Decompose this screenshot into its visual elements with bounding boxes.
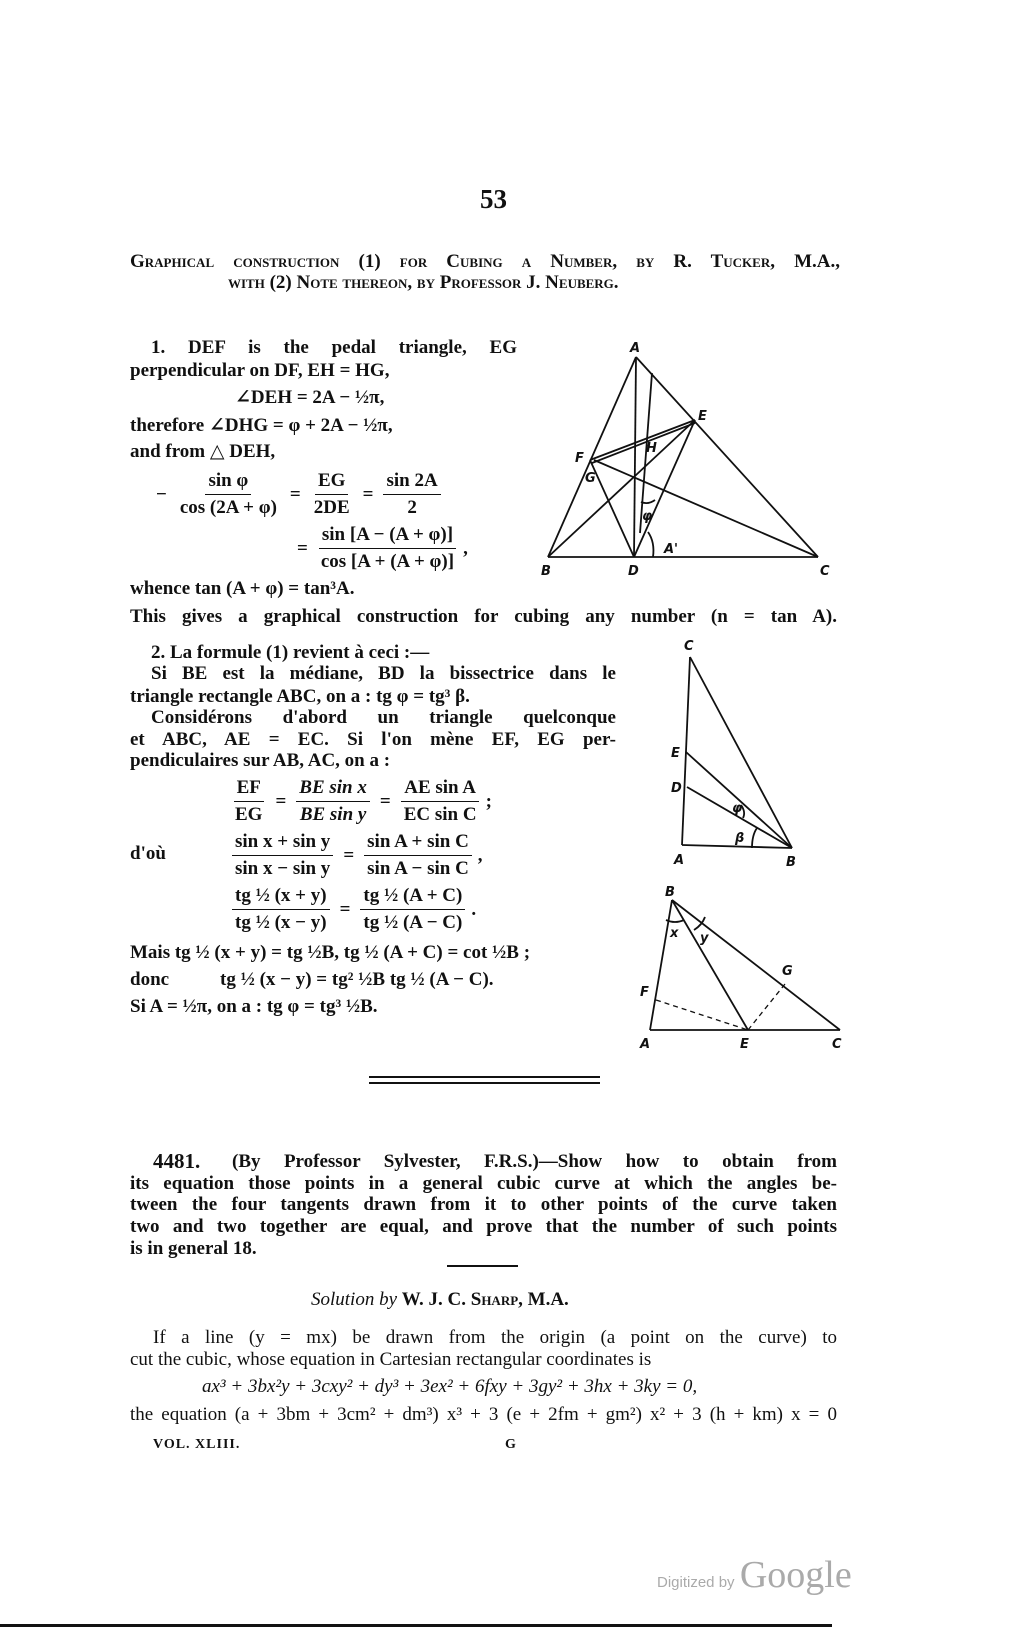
text-line: is in general 18. <box>130 1238 257 1259</box>
denominator: sin A − sin C <box>367 858 469 879</box>
label-C: C <box>684 639 694 654</box>
denominator: tg ½ (A − C) <box>363 912 463 933</box>
text-line: the equation (a + 3bm + 3cm² + dm³) x³ + 3 (e + 2fm + gm²) x² + 3 (h + km) x = 0 <box>130 1404 837 1425</box>
semicolon: ; <box>485 790 492 812</box>
denominator: EG <box>235 804 263 825</box>
label-beta: β <box>735 831 745 846</box>
equals-sign: = <box>275 790 287 812</box>
numerator: AE sin A <box>401 775 479 802</box>
google-logo: Google <box>739 1554 852 1596</box>
label-E: E <box>671 746 680 761</box>
numerator: tg ½ (x + y) <box>232 883 330 910</box>
text-line: tween the four tangents drawn from it to other points of the curve taken <box>130 1194 837 1215</box>
numerator: tg ½ (A + C) <box>360 883 465 910</box>
period: . <box>471 898 477 920</box>
denominator: cos (2A + φ) <box>179 497 277 518</box>
numerator: sin 2A <box>383 468 440 495</box>
figure-pedal-triangle <box>541 341 830 579</box>
numerator: BE sin x <box>296 775 370 802</box>
solution-by: Solution by <box>311 1289 398 1310</box>
section-divider <box>369 1082 600 1084</box>
text-line: its equation those points in a general cubic curve at which the angles be- <box>130 1173 837 1194</box>
label-A: A <box>640 1037 651 1052</box>
equals-sign: = <box>379 790 391 812</box>
label-phi: φ <box>642 509 653 524</box>
minus-sign: − <box>156 483 167 505</box>
equals-sign: = <box>362 483 374 505</box>
numerator: EF <box>234 775 264 802</box>
label-C: C <box>832 1037 842 1052</box>
text-line: 1. DEF is the pedal triangle, EG <box>151 337 517 358</box>
text-line: and from △ DEH, <box>130 441 276 462</box>
watermark-prefix: Digitized by <box>657 1574 735 1591</box>
text-line: Mais tg ½ (x + y) = tg ½B, tg ½ (A + C) = cot ½B ; <box>130 942 531 963</box>
text-line: et ABC, AE = EC. Si l'on mène EF, EG per- <box>130 729 616 750</box>
label-B: B <box>786 855 796 870</box>
text-line: Si BE est la médiane, BD la bissectrice dans le <box>151 663 616 684</box>
problem-number: 4481. <box>153 1149 201 1173</box>
label-F: F <box>640 985 649 1000</box>
text-line: triangle rectangle ABC, on a : tg φ = tg³ β. <box>130 686 470 707</box>
article-subtitle: with (2) Note thereon, by Professor J. Neuberg. <box>228 272 619 293</box>
denominator: BE sin y <box>299 804 367 825</box>
equals-sign: = <box>297 537 308 559</box>
denominator: 2DE <box>313 497 350 518</box>
label-x: x <box>670 926 679 941</box>
label-B: B <box>665 885 675 900</box>
denominator: 2 <box>407 497 417 518</box>
signature-mark: G <box>505 1437 516 1452</box>
article-title: Graphical construction (1) for Cubing a Number, by R. Tucker, M.A., <box>130 251 840 272</box>
text-line: ∠DEH = 2A − ½π, <box>235 387 385 408</box>
page-number: 53 <box>480 184 507 214</box>
equals-sign: = <box>289 483 301 505</box>
label-B: B <box>541 564 551 579</box>
numerator: EG <box>315 468 348 495</box>
text-line: cut the cubic, whose equation in Cartesian rectangular coordinates is <box>130 1349 652 1370</box>
figure-general-triangle <box>639 885 842 1052</box>
label-D: D <box>628 564 639 579</box>
label-phi: φ <box>732 801 743 816</box>
solution-heading <box>311 1289 569 1311</box>
text-line: therefore ∠DHG = φ + 2A − ½π, <box>130 415 393 436</box>
label-D: D <box>671 781 682 796</box>
text-line: Si A = ½π, on a : tg φ = tg³ ½B. <box>130 996 378 1017</box>
cubic-equation: ax³ + 3bx²y + 3cxy² + dy³ + 3ex² + 6fxy + 3gy² + 3hx + 3ky = 0, <box>202 1376 698 1397</box>
equals-sign: = <box>343 844 355 866</box>
text-line: tg ½ (x − y) = tg² ½B tg ½ (A − C). <box>220 969 494 990</box>
label-E: E <box>740 1037 749 1052</box>
label-G: G <box>585 471 596 486</box>
text-line: This gives a graphical construction for cubing any number (n = tan A). <box>130 606 837 627</box>
denominator: cos [A + (A + φ)] <box>320 551 455 572</box>
text-line: If a line (y = mx) be drawn from the origin (a point on the curve) to <box>153 1327 837 1348</box>
text-line: d'où <box>130 843 166 864</box>
numerator: sin A + sin C <box>364 829 472 856</box>
numerator: sin x + sin y <box>232 829 333 856</box>
comma: , <box>463 537 468 559</box>
volume-label: VOL. XLIII. <box>153 1437 241 1452</box>
label-E: E <box>698 409 707 424</box>
label-A-prime: A' <box>664 542 679 557</box>
divider <box>447 1265 518 1267</box>
label-G: G <box>782 964 793 979</box>
text-line: (By Professor Sylvester, F.R.S.)—Show how to obtain from <box>232 1151 837 1172</box>
text-line: pendiculaires sur AB, AC, on a : <box>130 750 391 771</box>
numerator: sin φ <box>205 468 251 495</box>
text-line: 2. La formule (1) revient à ceci :— <box>151 642 430 663</box>
label-A: A <box>630 341 641 356</box>
solution-author: W. J. C. Sharp, M.A. <box>401 1289 569 1310</box>
text-line: whence tan (A + φ) = tan³A. <box>130 578 355 599</box>
google-watermark <box>657 1553 852 1597</box>
label-A: A <box>674 853 685 868</box>
text-line: perpendicular on DF, EH = HG, <box>130 360 390 381</box>
label-H: H <box>646 441 657 456</box>
figure-right-triangle <box>671 639 796 870</box>
numerator: sin [A − (A + φ)] <box>319 522 456 549</box>
denominator: tg ½ (x − y) <box>235 912 327 933</box>
text-line: donc <box>130 969 170 990</box>
comma: , <box>477 844 483 866</box>
text-line: two and two together are equal, and prove that the number of such points <box>130 1216 837 1237</box>
denominator: EC sin C <box>403 804 477 825</box>
text-line: Considérons d'abord un triangle quelconque <box>151 707 616 728</box>
section-divider <box>369 1076 600 1078</box>
equals-sign: = <box>339 898 351 920</box>
label-C: C <box>820 564 830 579</box>
denominator: sin x − sin y <box>235 858 331 879</box>
label-y: y <box>700 931 709 946</box>
label-F: F <box>575 451 584 466</box>
